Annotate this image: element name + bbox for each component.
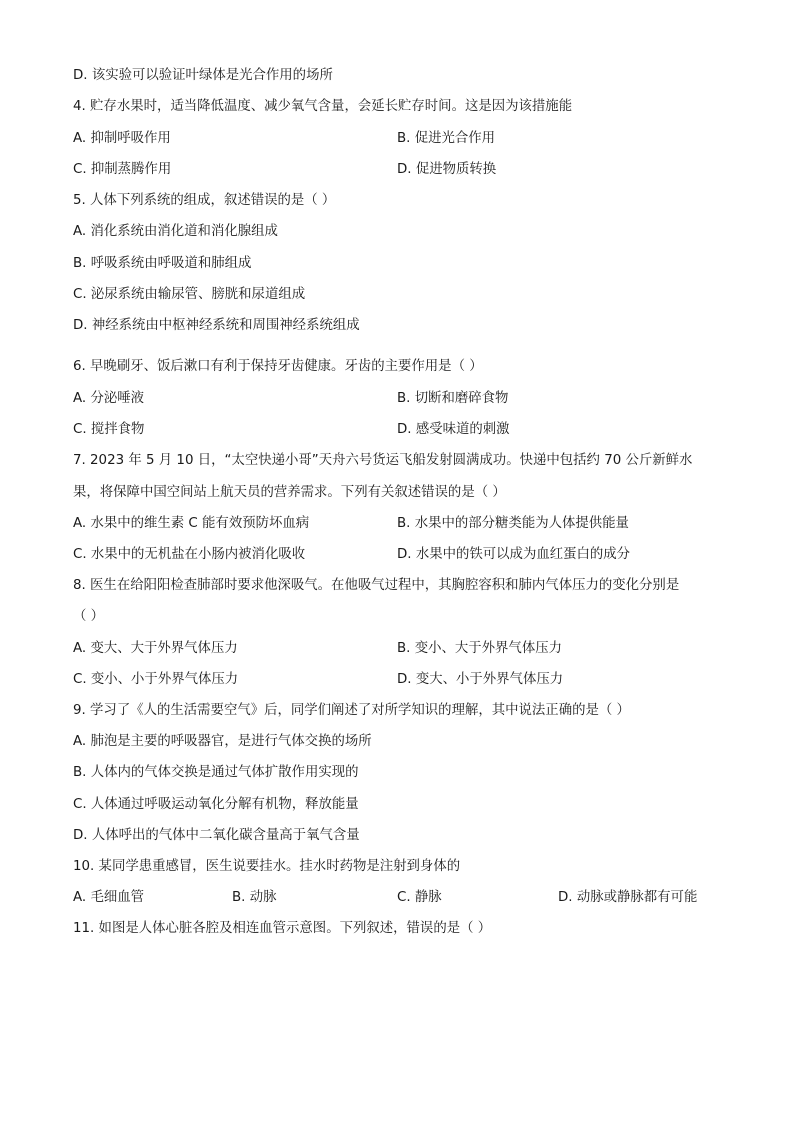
q10-option-c: C. 静脉 xyxy=(397,890,442,905)
q9-option-d: D. 人体呼出的气体中二氧化碳含量高于氧气含量 xyxy=(73,828,360,843)
q7-stem-line1: 7. 2023 年 5 月 10 日，“太空快递小哥”天舟六号货运飞船发射圆满成功。快递中包括约 70 公斤新鲜水 xyxy=(73,453,693,468)
q8-option-c: C. 变小、小于外界气体压力 xyxy=(73,672,239,687)
q5-stem: 5. 人体下列系统的组成，叙述错误的是（ ） xyxy=(73,193,336,208)
q8-option-d: D. 变大、小于外界气体压力 xyxy=(397,672,564,687)
q10-stem: 10. 某同学患重感冒，医生说要挂水。挂水时药物是注射到身体的 xyxy=(73,859,461,874)
q4-option-c: C. 抑制蒸腾作用 xyxy=(73,162,172,177)
q5-option-b: B. 呼吸系统由呼吸道和肺组成 xyxy=(73,256,252,271)
q7-option-a: A. 水果中的维生素 C 能有效预防坏血病 xyxy=(73,516,310,531)
q4-option-b: B. 促进光合作用 xyxy=(397,131,496,146)
q6-option-d: D. 感受味道的刺激 xyxy=(397,422,510,437)
q5-option-c: C. 泌尿系统由输尿管、膀胱和尿道组成 xyxy=(73,287,306,302)
q4-stem: 4. 贮存水果时，适当降低温度、减少氧气含量，会延长贮存时间。这是因为该措施能 xyxy=(73,99,573,114)
q7-stem-line2: 果，将保障中国空间站上航天员的营养需求。下列有关叙述错误的是（ ） xyxy=(73,485,506,500)
q8-option-a: A. 变大、大于外界气体压力 xyxy=(73,641,238,656)
q11-stem: 11. 如图是人体心脏各腔及相连血管示意图。下列叙述，错误的是（ ） xyxy=(73,921,492,936)
q9-option-b: B. 人体内的气体交换是通过气体扩散作用实现的 xyxy=(73,765,359,780)
q9-stem: 9. 学习了《人的生活需要空气》后，同学们阐述了对所学知识的理解，其中说法正确的是（ ） xyxy=(73,703,630,718)
q4-option-a: A. 抑制呼吸作用 xyxy=(73,131,171,146)
q10-option-b: B. 动脉 xyxy=(232,890,277,905)
q3-option-d: D. 该实验可以验证叶绿体是光合作用的场所 xyxy=(73,68,333,83)
q9-option-a: A. 肺泡是主要的呼吸器官，是进行气体交换的场所 xyxy=(73,734,372,749)
q6-stem: 6. 早晚刷牙、饭后漱口有利于保持牙齿健康。牙齿的主要作用是（ ） xyxy=(73,359,483,374)
q10-option-d: D. 动脉或静脉都有可能 xyxy=(558,890,698,905)
q8-stem-line1: 8. 医生在给阳阳检查肺部时要求他深吸气。在他吸气过程中，其胸腔容积和肺内气体压力的变化分别是 xyxy=(73,578,680,593)
q6-option-a: A. 分泌唾液 xyxy=(73,391,144,406)
q6-option-b: B. 切断和磨碎食物 xyxy=(397,391,509,406)
q5-option-a: A. 消化系统由消化道和消化腺组成 xyxy=(73,224,278,239)
q7-option-c: C. 水果中的无机盐在小肠内被消化吸收 xyxy=(73,547,306,562)
q7-option-d: D. 水果中的铁可以成为血红蛋白的成分 xyxy=(397,547,631,562)
q10-option-a: A. 毛细血管 xyxy=(73,890,144,905)
q4-option-d: D. 促进物质转换 xyxy=(397,162,497,177)
q7-option-b: B. 水果中的部分糖类能为人体提供能量 xyxy=(397,516,629,531)
q5-option-d: D. 神经系统由中枢神经系统和周围神经系统组成 xyxy=(73,318,360,333)
q8-stem-line2: （ ） xyxy=(73,609,105,624)
q8-option-b: B. 变小、大于外界气体压力 xyxy=(397,641,562,656)
q9-option-c: C. 人体通过呼吸运动氧化分解有机物，释放能量 xyxy=(73,797,359,812)
q6-option-c: C. 搅拌食物 xyxy=(73,422,145,437)
